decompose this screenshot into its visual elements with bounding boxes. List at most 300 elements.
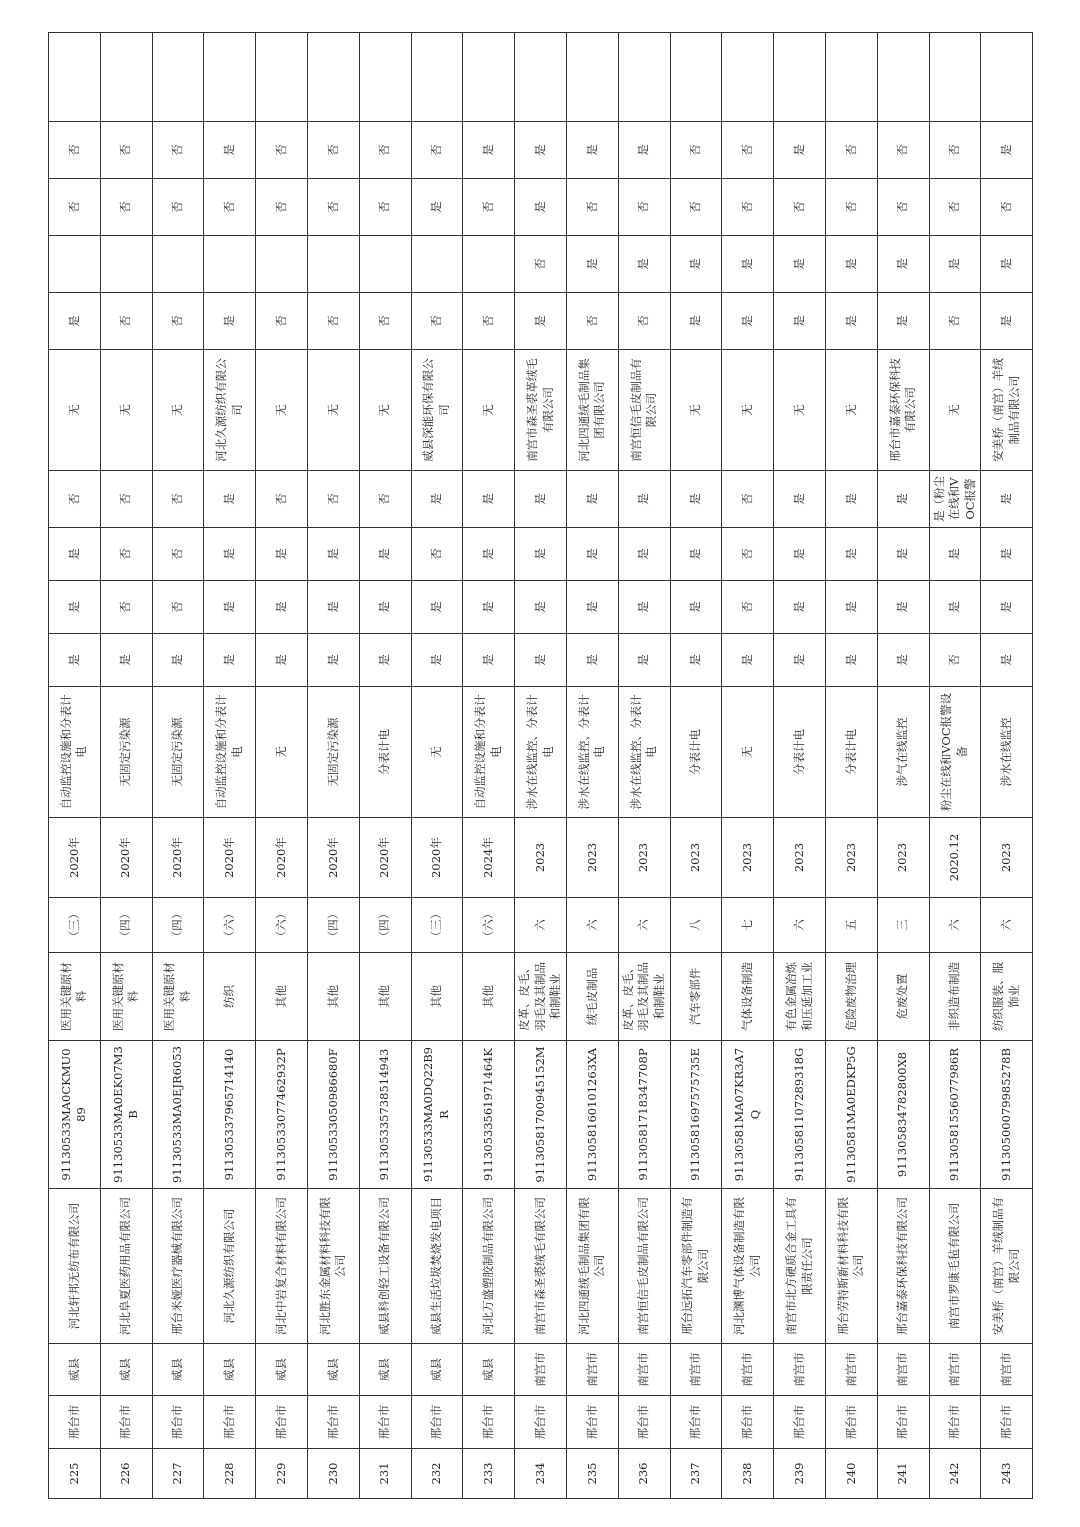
year-cell: 2023 bbox=[618, 818, 670, 898]
flag-cell-1: 是 bbox=[774, 634, 826, 687]
remark-cell bbox=[256, 33, 308, 122]
flag-cell-3: 是 bbox=[825, 528, 877, 581]
control-measure-cell: 涉水在线监控、分表计电 bbox=[515, 687, 567, 818]
row-number: 240 bbox=[825, 1449, 877, 1499]
row-number: 234 bbox=[515, 1449, 567, 1499]
industry-cell: 其他 bbox=[463, 953, 515, 1041]
year-cell: 2020年 bbox=[411, 818, 463, 898]
credit-code-cell: 91130581MA07KR3A7Q bbox=[722, 1041, 774, 1189]
flag-cell-4: 是 bbox=[825, 471, 877, 528]
city-cell: 邢台市 bbox=[463, 1396, 515, 1449]
industry-cell: 其他 bbox=[307, 953, 359, 1041]
rental-entity-cell: 无 bbox=[463, 350, 515, 471]
flag-cell-6 bbox=[204, 236, 256, 293]
city-cell: 邢台市 bbox=[256, 1396, 308, 1449]
flag-cell-2: 是 bbox=[359, 581, 411, 634]
company-name-cell: 河北阜夏医药用品有限公司 bbox=[100, 1189, 152, 1344]
flag-cell-1: 是 bbox=[618, 634, 670, 687]
city-cell: 邢台市 bbox=[359, 1396, 411, 1449]
flag-cell-1: 是 bbox=[359, 634, 411, 687]
flag-cell-2: 是 bbox=[411, 581, 463, 634]
city-cell: 邢台市 bbox=[515, 1396, 567, 1449]
company-name-cell: 河北胜东金属材料科技有限公司 bbox=[307, 1189, 359, 1344]
year-cell: 2023 bbox=[722, 818, 774, 898]
flag-cell-3: 是 bbox=[618, 528, 670, 581]
category-cell: （六） bbox=[204, 898, 256, 953]
flag-cell-2: 是 bbox=[618, 581, 670, 634]
flag-cell-8: 是 bbox=[981, 122, 1033, 179]
credit-code-cell: 91130581556077986R bbox=[929, 1041, 981, 1189]
flag-cell-6 bbox=[49, 236, 101, 293]
row-number: 242 bbox=[929, 1449, 981, 1499]
flag-cell-6: 是 bbox=[981, 236, 1033, 293]
county-cell: 南宫市 bbox=[825, 1344, 877, 1396]
company-name-cell: 威县生活垃圾焚烧发电项目 bbox=[411, 1189, 463, 1344]
credit-code-cell: 91130533561971464K bbox=[463, 1041, 515, 1189]
flag-cell-5: 是 bbox=[722, 293, 774, 350]
flag-cell-2: 是 bbox=[670, 581, 722, 634]
flag-cell-6 bbox=[307, 236, 359, 293]
rental-entity-cell: 无 bbox=[929, 350, 981, 471]
flag-cell-7: 否 bbox=[359, 179, 411, 236]
industry-cell: 非织造布制造 bbox=[929, 953, 981, 1041]
flag-cell-5: 是 bbox=[877, 293, 929, 350]
row-number: 230 bbox=[307, 1449, 359, 1499]
table-row bbox=[307, 33, 359, 1499]
credit-code-cell: 91130533MA0EK07M3B bbox=[100, 1041, 152, 1189]
year-cell: 2020年 bbox=[359, 818, 411, 898]
flag-cell-5: 是 bbox=[825, 293, 877, 350]
flag-cell-4: 是 bbox=[877, 471, 929, 528]
control-measure-cell: 无固定污染源 bbox=[152, 687, 204, 818]
row-number: 229 bbox=[256, 1449, 308, 1499]
year-cell: 2020年 bbox=[100, 818, 152, 898]
flag-cell-8: 否 bbox=[49, 122, 101, 179]
county-cell: 南宫市 bbox=[670, 1344, 722, 1396]
flag-cell-3: 是 bbox=[981, 528, 1033, 581]
county-cell: 南宫市 bbox=[722, 1344, 774, 1396]
year-cell: 2020年 bbox=[152, 818, 204, 898]
flag-cell-7: 否 bbox=[100, 179, 152, 236]
year-cell: 2023 bbox=[981, 818, 1033, 898]
category-cell: （四） bbox=[307, 898, 359, 953]
flag-cell-3: 是 bbox=[204, 528, 256, 581]
category-cell: 七 bbox=[722, 898, 774, 953]
flag-cell-1: 是 bbox=[566, 634, 618, 687]
category-cell: （四） bbox=[100, 898, 152, 953]
flag-cell-3: 是 bbox=[359, 528, 411, 581]
table-row bbox=[152, 33, 204, 1499]
company-name-cell: 南宫市罗康毛毡有限公司 bbox=[929, 1189, 981, 1344]
flag-cell-3: 否 bbox=[152, 528, 204, 581]
company-name-cell: 河北中岩复合材料有限公司 bbox=[256, 1189, 308, 1344]
flag-cell-4: 否 bbox=[152, 471, 204, 528]
remark-cell bbox=[566, 33, 618, 122]
flag-cell-6: 是 bbox=[670, 236, 722, 293]
flag-cell-4: 否 bbox=[100, 471, 152, 528]
category-cell: （三） bbox=[411, 898, 463, 953]
remark-cell bbox=[515, 33, 567, 122]
flag-cell-7: 否 bbox=[49, 179, 101, 236]
credit-code-cell: 91130581697575735E bbox=[670, 1041, 722, 1189]
county-cell: 南宫市 bbox=[566, 1344, 618, 1396]
remark-cell bbox=[825, 33, 877, 122]
flag-cell-8: 否 bbox=[929, 122, 981, 179]
control-measure-cell: 自动监控设施和分表计电 bbox=[463, 687, 515, 818]
flag-cell-4: 否 bbox=[256, 471, 308, 528]
control-measure-cell: 粉尘在线和VOC报警设备 bbox=[929, 687, 981, 818]
flag-cell-8: 否 bbox=[307, 122, 359, 179]
flag-cell-7: 是 bbox=[515, 179, 567, 236]
year-cell: 2023 bbox=[774, 818, 826, 898]
remark-cell bbox=[463, 33, 515, 122]
county-cell: 威县 bbox=[100, 1344, 152, 1396]
industry-cell: 其他 bbox=[411, 953, 463, 1041]
control-measure-cell: 分表计电 bbox=[774, 687, 826, 818]
row-number: 243 bbox=[981, 1449, 1033, 1499]
industry-cell: 皮革、皮毛、羽毛及其制品和制鞋业 bbox=[515, 953, 567, 1041]
document-page bbox=[48, 33, 1033, 1499]
flag-cell-1: 是 bbox=[463, 634, 515, 687]
rental-entity-cell: 无 bbox=[152, 350, 204, 471]
control-measure-cell: 无 bbox=[411, 687, 463, 818]
flag-cell-5: 是 bbox=[981, 293, 1033, 350]
county-cell: 威县 bbox=[359, 1344, 411, 1396]
flag-cell-2: 是 bbox=[566, 581, 618, 634]
flag-cell-6: 是 bbox=[877, 236, 929, 293]
flag-cell-7: 否 bbox=[825, 179, 877, 236]
credit-code-cell: 91130581601012​63XA bbox=[566, 1041, 618, 1189]
control-measure-cell: 无固定污染源 bbox=[307, 687, 359, 818]
remark-cell bbox=[670, 33, 722, 122]
flag-cell-8: 是 bbox=[463, 122, 515, 179]
city-cell: 邢台市 bbox=[981, 1396, 1033, 1449]
company-name-cell: 南宫市北方硬质合金工具有限责任公司 bbox=[774, 1189, 826, 1344]
rental-entity-cell: 无 bbox=[49, 350, 101, 471]
table-row bbox=[100, 33, 152, 1499]
flag-cell-5: 否 bbox=[411, 293, 463, 350]
flag-cell-8: 否 bbox=[152, 122, 204, 179]
rental-entity-cell: 无 bbox=[307, 350, 359, 471]
company-name-cell: 邢台劳特斯新材料科技有限公司 bbox=[825, 1189, 877, 1344]
control-measure-cell: 自动监控设施和分表计电 bbox=[204, 687, 256, 818]
flag-cell-2: 是 bbox=[463, 581, 515, 634]
industry-cell: 纺织 bbox=[204, 953, 256, 1041]
category-cell: 六 bbox=[981, 898, 1033, 953]
credit-code-cell: 91130500079985278B bbox=[981, 1041, 1033, 1189]
rental-entity-cell: 无 bbox=[256, 350, 308, 471]
flag-cell-4: 否 bbox=[359, 471, 411, 528]
company-name-cell: 安美桥（南宫）羊绒制品有限公司 bbox=[981, 1189, 1033, 1344]
flag-cell-2: 是 bbox=[256, 581, 308, 634]
year-cell: 2020年 bbox=[49, 818, 101, 898]
credit-code-cell: 91130533796571​4140 bbox=[204, 1041, 256, 1189]
flag-cell-2: 是 bbox=[981, 581, 1033, 634]
rental-entity-cell: 河北久源纺织有限公司 bbox=[204, 350, 256, 471]
flag-cell-2: 否 bbox=[100, 581, 152, 634]
row-number: 238 bbox=[722, 1449, 774, 1499]
year-cell: 2020年 bbox=[204, 818, 256, 898]
flag-cell-7: 否 bbox=[670, 179, 722, 236]
table-row bbox=[49, 33, 101, 1499]
year-cell: 2024年 bbox=[463, 818, 515, 898]
flag-cell-4: 是 bbox=[204, 471, 256, 528]
flag-cell-2: 是 bbox=[515, 581, 567, 634]
rental-entity-cell: 无 bbox=[359, 350, 411, 471]
flag-cell-6: 否 bbox=[515, 236, 567, 293]
city-cell: 邢台市 bbox=[618, 1396, 670, 1449]
flag-cell-3: 否 bbox=[411, 528, 463, 581]
rental-entity-cell: 威县深能环保有限公司 bbox=[411, 350, 463, 471]
flag-cell-5: 否 bbox=[618, 293, 670, 350]
flag-cell-8: 是 bbox=[618, 122, 670, 179]
flag-cell-6 bbox=[152, 236, 204, 293]
flag-cell-1: 否 bbox=[929, 634, 981, 687]
control-measure-cell: 分表计电 bbox=[825, 687, 877, 818]
table-row bbox=[411, 33, 463, 1499]
control-measure-cell: 无 bbox=[722, 687, 774, 818]
row-number: 228 bbox=[204, 1449, 256, 1499]
year-cell: 2023 bbox=[825, 818, 877, 898]
table-row bbox=[359, 33, 411, 1499]
year-cell: 2023 bbox=[877, 818, 929, 898]
year-cell: 2023 bbox=[566, 818, 618, 898]
industry-cell: 汽车零部件 bbox=[670, 953, 722, 1041]
year-cell: 2020年 bbox=[256, 818, 308, 898]
industry-cell: 有色金属冶炼和压延加工业 bbox=[774, 953, 826, 1041]
flag-cell-7: 否 bbox=[929, 179, 981, 236]
row-number: 227 bbox=[152, 1449, 204, 1499]
flag-cell-5: 否 bbox=[566, 293, 618, 350]
flag-cell-2: 否 bbox=[152, 581, 204, 634]
flag-cell-8: 是 bbox=[774, 122, 826, 179]
flag-cell-3: 是 bbox=[49, 528, 101, 581]
control-measure-cell: 分表计电 bbox=[670, 687, 722, 818]
remark-cell bbox=[618, 33, 670, 122]
flag-cell-5: 是 bbox=[204, 293, 256, 350]
remark-cell bbox=[411, 33, 463, 122]
flag-cell-5: 是 bbox=[670, 293, 722, 350]
control-measure-cell: 无 bbox=[256, 687, 308, 818]
rental-entity-cell: 无 bbox=[100, 350, 152, 471]
industry-cell: 医用关键原材料 bbox=[152, 953, 204, 1041]
flag-cell-8: 否 bbox=[722, 122, 774, 179]
flag-cell-7: 否 bbox=[566, 179, 618, 236]
flag-cell-6: 是 bbox=[825, 236, 877, 293]
credit-code-cell: 91130581700945152M bbox=[515, 1041, 567, 1189]
industry-cell: 绒毛皮制品 bbox=[566, 953, 618, 1041]
flag-cell-7: 否 bbox=[463, 179, 515, 236]
flag-cell-6: 是 bbox=[722, 236, 774, 293]
industry-cell: 其他 bbox=[359, 953, 411, 1041]
flag-cell-3: 是 bbox=[566, 528, 618, 581]
flag-cell-1: 是 bbox=[515, 634, 567, 687]
table-row bbox=[981, 33, 1033, 1499]
flag-cell-2: 否 bbox=[722, 581, 774, 634]
industry-cell: 其他 bbox=[256, 953, 308, 1041]
industry-cell: 危险废物治理 bbox=[825, 953, 877, 1041]
category-cell: 六 bbox=[566, 898, 618, 953]
table-row bbox=[929, 33, 981, 1499]
county-cell: 南宫市 bbox=[774, 1344, 826, 1396]
flag-cell-3: 否 bbox=[100, 528, 152, 581]
remark-cell bbox=[49, 33, 101, 122]
flag-cell-1: 是 bbox=[411, 634, 463, 687]
flag-cell-1: 是 bbox=[204, 634, 256, 687]
flag-cell-5: 否 bbox=[100, 293, 152, 350]
city-cell: 邢台市 bbox=[774, 1396, 826, 1449]
table-row bbox=[566, 33, 618, 1499]
table-row bbox=[515, 33, 567, 1499]
control-measure-cell: 涉气在线监控 bbox=[877, 687, 929, 818]
company-name-cell: 邢台远拓汽车零部件制造有限公司 bbox=[670, 1189, 722, 1344]
row-number: 236 bbox=[618, 1449, 670, 1499]
company-name-cell: 邢台米娅医疗器械有限公司 bbox=[152, 1189, 204, 1344]
flag-cell-1: 是 bbox=[877, 634, 929, 687]
flag-cell-1: 是 bbox=[307, 634, 359, 687]
category-cell: （六） bbox=[256, 898, 308, 953]
company-name-cell: 河北久源纺织有限公司 bbox=[204, 1189, 256, 1344]
company-name-cell: 南宫市森圣裘绒毛有限公司 bbox=[515, 1189, 567, 1344]
rental-entity-cell: 无 bbox=[774, 350, 826, 471]
rental-entity-cell: 河北四通绒毛制品集团有限公司 bbox=[566, 350, 618, 471]
category-cell: （三） bbox=[49, 898, 101, 953]
flag-cell-5: 否 bbox=[929, 293, 981, 350]
flag-cell-1: 是 bbox=[100, 634, 152, 687]
rental-entity-cell: 安美桥（南宫）羊绒制品有限公司 bbox=[981, 350, 1033, 471]
control-measure-cell: 自动监控设施和分表计电 bbox=[49, 687, 101, 818]
county-cell: 威县 bbox=[49, 1344, 101, 1396]
county-cell: 南宫市 bbox=[929, 1344, 981, 1396]
row-number: 232 bbox=[411, 1449, 463, 1499]
industry-cell: 纺织服装、服饰业 bbox=[981, 953, 1033, 1041]
flag-cell-1: 是 bbox=[670, 634, 722, 687]
flag-cell-3: 是 bbox=[515, 528, 567, 581]
flag-cell-5: 是 bbox=[774, 293, 826, 350]
flag-cell-6: 是 bbox=[566, 236, 618, 293]
flag-cell-8: 否 bbox=[100, 122, 152, 179]
category-cell: 六 bbox=[618, 898, 670, 953]
flag-cell-2: 是 bbox=[307, 581, 359, 634]
flag-cell-6: 是 bbox=[618, 236, 670, 293]
city-cell: 邢台市 bbox=[566, 1396, 618, 1449]
rental-entity-cell: 无 bbox=[722, 350, 774, 471]
flag-cell-4: 是 bbox=[411, 471, 463, 528]
row-number: 239 bbox=[774, 1449, 826, 1499]
city-cell: 邢台市 bbox=[152, 1396, 204, 1449]
industry-cell: 医用关键原材料 bbox=[100, 953, 152, 1041]
flag-cell-8: 否 bbox=[670, 122, 722, 179]
county-cell: 南宫市 bbox=[981, 1344, 1033, 1396]
flag-cell-6 bbox=[256, 236, 308, 293]
flag-cell-6 bbox=[359, 236, 411, 293]
category-cell: 六 bbox=[515, 898, 567, 953]
company-name-cell: 邢台嘉泰环保科技有限公司 bbox=[877, 1189, 929, 1344]
flag-cell-6: 是 bbox=[774, 236, 826, 293]
category-cell: 五 bbox=[825, 898, 877, 953]
flag-cell-5: 否 bbox=[256, 293, 308, 350]
flag-cell-7: 否 bbox=[204, 179, 256, 236]
table-row bbox=[256, 33, 308, 1499]
flag-cell-5: 否 bbox=[359, 293, 411, 350]
city-cell: 邢台市 bbox=[49, 1396, 101, 1449]
city-cell: 邢台市 bbox=[670, 1396, 722, 1449]
flag-cell-2: 是 bbox=[825, 581, 877, 634]
flag-cell-3: 是 bbox=[774, 528, 826, 581]
flag-cell-7: 否 bbox=[981, 179, 1033, 236]
flag-cell-4: 是 bbox=[463, 471, 515, 528]
remark-cell bbox=[722, 33, 774, 122]
year-cell: 2023 bbox=[515, 818, 567, 898]
flag-cell-1: 是 bbox=[722, 634, 774, 687]
flag-cell-8: 是 bbox=[515, 122, 567, 179]
credit-code-cell: 91130581MA0EDKP5G bbox=[825, 1041, 877, 1189]
county-cell: 南宫市 bbox=[877, 1344, 929, 1396]
flag-cell-7: 否 bbox=[722, 179, 774, 236]
flag-cell-7: 否 bbox=[618, 179, 670, 236]
rental-entity-cell: 邢台市嘉泰环保科技有限公司 bbox=[877, 350, 929, 471]
category-cell: 六 bbox=[929, 898, 981, 953]
credit-code-cell: 91130533MA0EJR6053 bbox=[152, 1041, 204, 1189]
control-measure-cell: 涉水在线监控、分表计电 bbox=[566, 687, 618, 818]
flag-cell-4: 是 bbox=[981, 471, 1033, 528]
flag-cell-2: 是 bbox=[929, 581, 981, 634]
credit-code-cell: 91130533050986680F bbox=[307, 1041, 359, 1189]
remark-cell bbox=[774, 33, 826, 122]
company-name-cell: 河北渊博气体设备制造有限公司 bbox=[722, 1189, 774, 1344]
credit-code-cell: 91130533MA0DQ22B9R bbox=[411, 1041, 463, 1189]
county-cell: 威县 bbox=[307, 1344, 359, 1396]
flag-cell-2: 是 bbox=[204, 581, 256, 634]
flag-cell-2: 是 bbox=[877, 581, 929, 634]
company-name-cell: 河北万盛塑胶制品有限公司 bbox=[463, 1189, 515, 1344]
flag-cell-4: 是 bbox=[515, 471, 567, 528]
table-row bbox=[877, 33, 929, 1499]
flag-cell-3: 是 bbox=[463, 528, 515, 581]
flag-cell-6 bbox=[463, 236, 515, 293]
flag-cell-2: 是 bbox=[49, 581, 101, 634]
flag-cell-8: 否 bbox=[825, 122, 877, 179]
flag-cell-3: 否 bbox=[722, 528, 774, 581]
flag-cell-8: 否 bbox=[359, 122, 411, 179]
table-row bbox=[204, 33, 256, 1499]
flag-cell-4: 是 bbox=[670, 471, 722, 528]
company-name-cell: 河北四通绒毛制品集团有限公司 bbox=[566, 1189, 618, 1344]
flag-cell-7: 否 bbox=[307, 179, 359, 236]
remark-cell bbox=[152, 33, 204, 122]
flag-cell-7: 否 bbox=[877, 179, 929, 236]
row-number: 235 bbox=[566, 1449, 618, 1499]
category-cell: （四） bbox=[359, 898, 411, 953]
flag-cell-6 bbox=[100, 236, 152, 293]
industry-cell: 医用关键原材料 bbox=[49, 953, 101, 1041]
flag-cell-4: 是 bbox=[566, 471, 618, 528]
flag-cell-8: 是 bbox=[566, 122, 618, 179]
county-cell: 威县 bbox=[204, 1344, 256, 1396]
remark-cell bbox=[100, 33, 152, 122]
flag-cell-5: 否 bbox=[152, 293, 204, 350]
credit-code-cell: 91130583478280​0X8 bbox=[877, 1041, 929, 1189]
control-measure-cell: 涉水在线监控 bbox=[981, 687, 1033, 818]
city-cell: 邢台市 bbox=[722, 1396, 774, 1449]
flag-cell-3: 是 bbox=[670, 528, 722, 581]
category-cell: （六） bbox=[463, 898, 515, 953]
row-number: 233 bbox=[463, 1449, 515, 1499]
flag-cell-7: 否 bbox=[256, 179, 308, 236]
remark-cell bbox=[929, 33, 981, 122]
industry-cell: 皮革、皮毛、羽毛及其制品和制鞋业 bbox=[618, 953, 670, 1041]
flag-cell-6 bbox=[411, 236, 463, 293]
